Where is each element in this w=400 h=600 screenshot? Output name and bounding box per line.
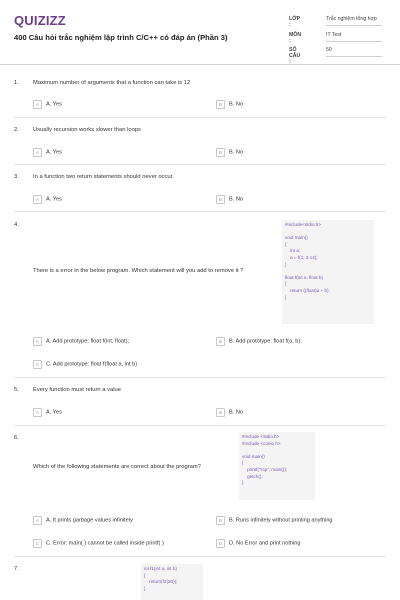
- option-label: A. Yes: [46, 409, 62, 416]
- code-line: {: [285, 281, 287, 287]
- option-box: A: [33, 195, 42, 204]
- code-line: return ((float)a + b);: [285, 287, 330, 293]
- question-divider: [14, 556, 386, 557]
- question-text: In a function two return statements should never occur.: [33, 174, 174, 180]
- option-box: B: [216, 100, 225, 109]
- option-label: A. It prints garbage values infinitely: [46, 517, 133, 524]
- option-a[interactable]: [33, 195, 62, 204]
- option-a[interactable]: [33, 408, 62, 417]
- option-label: A. Yes: [46, 101, 62, 108]
- option-b[interactable]: [216, 195, 243, 204]
- option-label: B. Runs infinitely without printing anything: [229, 517, 333, 524]
- meta-subject-label: MÔN :: [289, 32, 302, 44]
- option-box: A: [33, 516, 42, 525]
- option-box: A: [33, 337, 42, 346]
- code-line: int a;: [285, 248, 301, 254]
- code-line: }: [144, 585, 146, 591]
- option-label: B. No: [229, 196, 243, 203]
- code-line: void main(): [285, 235, 308, 241]
- option-b[interactable]: [216, 408, 243, 417]
- question-number: 5.: [14, 387, 19, 393]
- meta-count-label: SỐ CÂU :: [289, 47, 301, 65]
- meta-count-value: 50: [326, 47, 332, 53]
- option-a[interactable]: [33, 100, 62, 109]
- option-box: B: [216, 408, 225, 417]
- question-text: Maximum number of arguments that a function can take is 12: [33, 80, 191, 86]
- question-number: 1.: [14, 80, 19, 86]
- code-line: #include <conio.h>: [242, 440, 281, 446]
- code-line: float f(int a, float b): [285, 274, 324, 280]
- question-divider: [14, 164, 386, 165]
- code-line: a = f(1, 3.14);: [285, 254, 318, 260]
- code-line: [285, 268, 371, 275]
- option-c[interactable]: [33, 360, 137, 369]
- code-line: [285, 229, 371, 236]
- option-label: C. Error: main( ) cannot be called inside printf( ): [46, 540, 164, 547]
- option-b[interactable]: [216, 100, 243, 109]
- code-snippet: [239, 432, 315, 500]
- question-text: Usually recursion works slower than loops: [33, 127, 141, 133]
- meta-underline: [326, 25, 382, 26]
- question-text: There is a error in the below program. Which statement will you add to remove it ?: [33, 268, 244, 274]
- code-line: #include <stdio.h>: [242, 434, 280, 439]
- code-line: {: [144, 572, 146, 578]
- option-box: A: [33, 148, 42, 157]
- code-line: return(f2(20));: [144, 579, 178, 585]
- question-text: Which of the following statements are correct about the program?: [33, 464, 201, 470]
- question-number: 7.: [14, 566, 19, 572]
- option-label: D. No Error and print nothing: [229, 540, 301, 547]
- option-box: B: [216, 516, 225, 525]
- code-line: {: [285, 241, 287, 247]
- option-label: C. Add prototype: float f(float a, int b): [46, 361, 138, 368]
- option-a[interactable]: [33, 337, 129, 346]
- question-divider: [14, 117, 386, 118]
- meta-class-label: LỚP :: [289, 16, 300, 28]
- code-line: getch();: [242, 473, 263, 479]
- question-number: 6.: [14, 435, 19, 441]
- meta-underline: [326, 56, 382, 57]
- code-line: {: [242, 460, 244, 466]
- document-title: 400 Câu hỏi trắc nghiệm lập trình C/C++ có đáp án (Phần 3): [14, 33, 228, 42]
- question-number: 4.: [14, 222, 19, 228]
- option-label: B. No: [229, 101, 243, 108]
- option-b[interactable]: [216, 148, 243, 157]
- option-label: A. Add prototype: float f(int, float);: [46, 338, 130, 345]
- question-number: 3.: [14, 174, 19, 180]
- code-line: void main(): [242, 453, 265, 459]
- meta-underline: [326, 41, 382, 42]
- meta-subject-value: IT Test: [326, 32, 342, 38]
- question-divider: [14, 425, 386, 426]
- code-line: #include<stdio.h>: [285, 222, 322, 227]
- option-label: A. Yes: [46, 149, 62, 156]
- code-line: printf("%p", main());: [242, 466, 288, 472]
- option-box: A: [33, 408, 42, 417]
- option-a[interactable]: [33, 516, 133, 525]
- quizizz-logo: QUIZIZZ: [14, 13, 66, 28]
- code-snippet: [282, 220, 374, 324]
- option-box: D: [216, 539, 225, 548]
- code-line: }: [242, 480, 244, 486]
- meta-class-value: Trắc nghiệm tổng hợp: [326, 16, 377, 22]
- option-box: B: [216, 337, 225, 346]
- option-b[interactable]: [216, 516, 333, 525]
- option-label: B. No: [229, 409, 243, 416]
- header-divider: [0, 64, 400, 65]
- option-label: B. Add prototype: float f(a, b);: [229, 338, 302, 345]
- option-label: B. No: [229, 149, 243, 156]
- question-divider: [14, 377, 386, 378]
- option-box: B: [216, 195, 225, 204]
- code-line: }: [285, 294, 287, 300]
- option-c[interactable]: [33, 539, 164, 548]
- code-line: }: [285, 261, 287, 267]
- code-snippet: [141, 564, 203, 600]
- code-line: int f1(int a, int b): [144, 566, 177, 571]
- code-line: [242, 447, 312, 454]
- option-d[interactable]: [216, 539, 301, 548]
- option-label: A. Yes: [46, 196, 62, 203]
- option-b[interactable]: [216, 337, 302, 346]
- question-text: Every function must return a value: [33, 387, 121, 393]
- option-box: A: [33, 100, 42, 109]
- option-box: C: [33, 360, 42, 369]
- question-number: 2.: [14, 127, 19, 133]
- option-box: B: [216, 148, 225, 157]
- option-a[interactable]: [33, 148, 62, 157]
- option-box: C: [33, 539, 42, 548]
- question-divider: [14, 211, 386, 212]
